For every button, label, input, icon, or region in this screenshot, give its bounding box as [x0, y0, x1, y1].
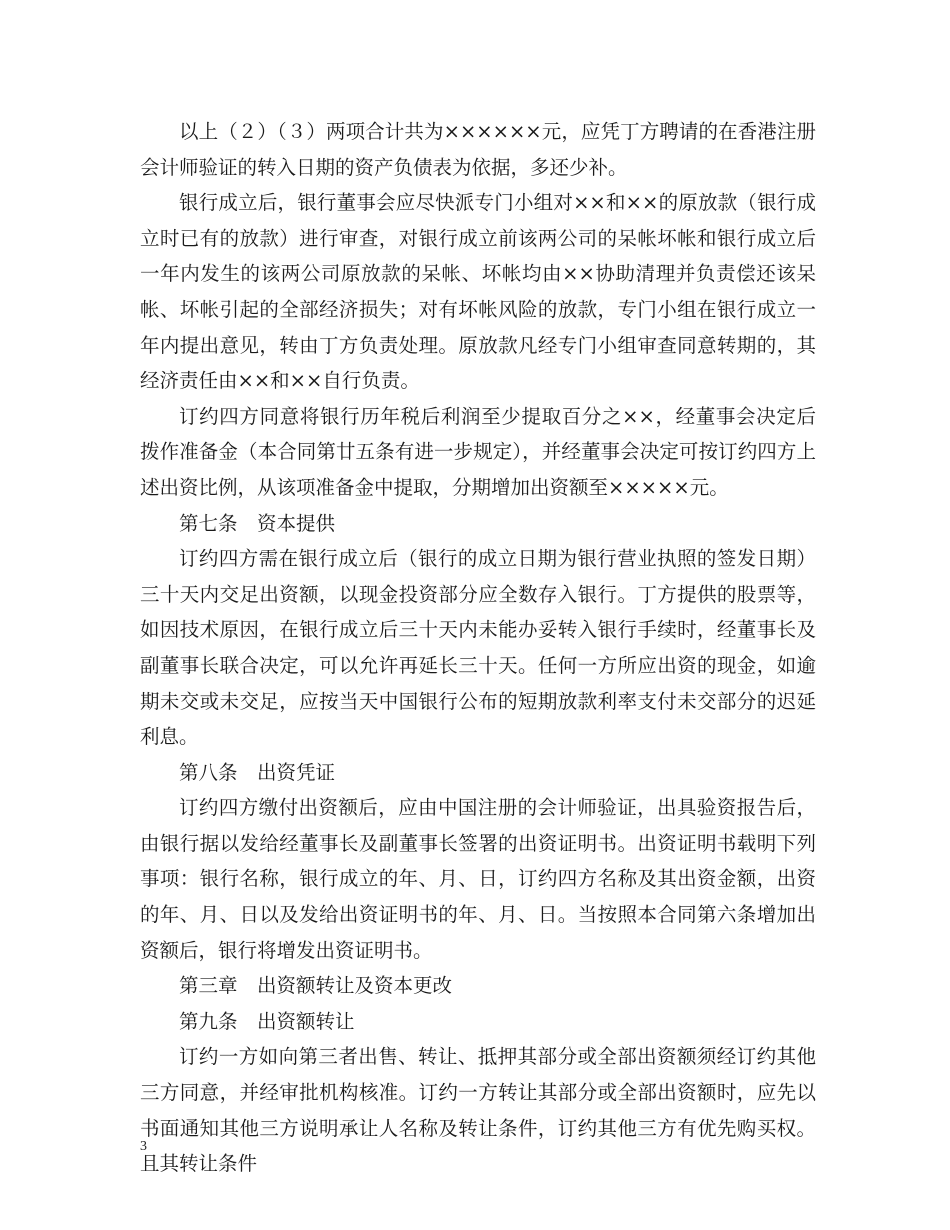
paragraph-loan-review: 银行成立后，银行董事会应尽快派专门小组对××和××的原放款（银行成立时已有的放款）进行审查，对银行成立前该两公司的呆帐坏帐和银行成立后一年内发生的该两公司原放款的呆帐、坏帐均由××协助清理并负责偿还该呆帐、坏帐引起的全部经济损失；对有坏帐风险的放款，专门小组在银行成立一年内提出意见，转由丁方负责处理。原放款凡经专门小组审查同意转期的，其经济责任由××和××自行负责。	[140, 191, 816, 393]
chapter-3-heading: 第三章 出资额转让及资本更改	[179, 974, 453, 998]
paragraph-capital-provision: 订约四方需在银行成立后（银行的成立日期为银行营业执照的签发日期）三十天内交足出资额，以现金投资部分应全数存入银行。丁方提供的股票等，如因技术原因，在银行成立后三十天内未能办妥转入银行手续时，经董事长及副董事长联合决定，可以允许再延长三十天。任何一方所应出资的现金，如逾期未交或未交足，应按当天中国银行公布的短期放款利率支付未交部分的迟延利息。	[140, 547, 816, 749]
paragraph-capital-total: 以上（２）（３）两项合计共为××××××元，应凭丁方聘请的在香港注册会计师验证的转入日期的资产负债表为依据，多还少补。	[140, 120, 816, 179]
paragraph-capital-transfer: 订约一方如向第三者出售、转让、抵押其部分或全部出资额须经订约其他三方同意，并经审批机构核准。订约一方转让其部分或全部出资额时，应先以书面通知其他三方说明承让人名称及转让条件，订约其他三方有优先购买权。且其转让条件	[140, 1045, 816, 1176]
article-7-heading: 第七条 资本提供	[179, 511, 336, 535]
page-number: 3	[140, 1139, 147, 1154]
article-9-heading: 第九条 出资额转让	[179, 1009, 355, 1033]
paragraph-capital-certificate: 订约四方缴付出资额后，应由中国注册的会计师验证，出具验资报告后，由银行据以发给经董事长及副董事长签署的出资证明书。出资证明书载明下列事项：银行名称，银行成立的年、月、日，订约四方名称及其出资金额，出资的年、月、日以及发给出资证明书的年、月、日。当按照本合同第六条增加出资额后，银行将增发出资证明书。	[140, 796, 816, 962]
document-body	[140, 114, 816, 1182]
paragraph-reserve-fund: 订约四方同意将银行历年税后利润至少提取百分之××，经董事会决定后拨作准备金（本合同第廿五条有进一步规定），并经董事会决定可按订约四方上述出资比例，从该项准备金中提取，分期增加出资额至×××××元。	[140, 404, 816, 499]
article-8-heading: 第八条 出资凭证	[179, 760, 336, 784]
